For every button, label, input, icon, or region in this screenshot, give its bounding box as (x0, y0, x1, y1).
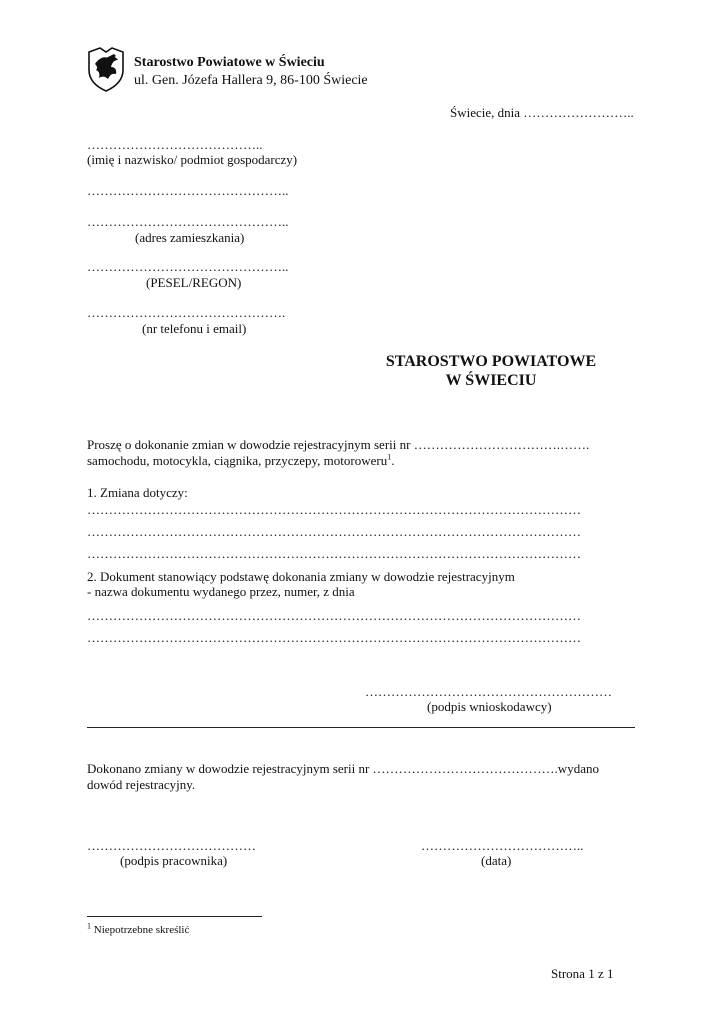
date-field[interactable]: Świecie, dnia …………………….. (450, 105, 634, 120)
recipient-line-2: W ŚWIECIU (445, 372, 537, 390)
footnote-number: 1 (87, 921, 91, 931)
pesel-field[interactable]: ……………………………………….. (87, 259, 289, 274)
office-address: ul. Gen. Józefa Hallera 9, 86-100 Świecie (134, 73, 368, 88)
office-name: Starostwo Powiatowe w Świeciu (134, 55, 325, 70)
address-field[interactable]: ……………………………………….. (87, 214, 289, 229)
footnote-text: Niepotrzebne skreślić (91, 924, 190, 936)
footnote (87, 921, 190, 938)
pesel-label: (PESEL/REGON) (146, 275, 242, 290)
applicant-signature-field[interactable]: ………………………………………………… (365, 684, 612, 699)
phone-field[interactable]: ………………………………………. (87, 305, 286, 320)
section-1-line[interactable]: …………………………………………………………………………………………………… (87, 546, 581, 561)
office-use-line-1: Dokonano zmiany w dowodzie rejestracyjnym serii nr …………………………………….wydano (87, 761, 599, 776)
section-2-line[interactable]: …………………………………………………………………………………………………… (87, 630, 581, 645)
request-line-1: Proszę o dokonanie zmian w dowodzie rejestracyjnym serii nr …………………………….……. (87, 437, 590, 452)
recipient-line-1: STAROSTWO POWIATOWE (385, 353, 597, 370)
address-label: (adres zamieszkania) (135, 230, 245, 245)
recipient-heading (360, 352, 622, 390)
office-use-line-2: dowód rejestracyjny. (87, 777, 196, 792)
name-field[interactable]: ………………………………….. (87, 137, 263, 152)
section-1-line[interactable]: …………………………………………………………………………………………………… (87, 524, 581, 539)
section-2-label: 2. Dokument stanowiący podstawę dokonania zmiany w dowodzie rejestracyjnym (87, 569, 515, 584)
date-field-bottom[interactable]: ……………………………….. (421, 838, 584, 853)
vehicle-types: samochodu, motocykla, ciągnika, przyczepy, motoroweru (87, 453, 388, 468)
footnote-rule (87, 916, 262, 917)
section-2-line[interactable]: …………………………………………………………………………………………………… (87, 608, 581, 623)
footnote-ref: 1 (387, 452, 392, 462)
applicant-signature-label: (podpis wnioskodawcy) (427, 699, 552, 714)
section-1-line[interactable]: …………………………………………………………………………………………………… (87, 502, 581, 517)
employee-signature-field[interactable]: ………………………………… (87, 838, 256, 853)
section-2-sublabel: - nazwa dokumentu wydanego przez, numer, z dnia (87, 584, 355, 599)
name-label: (imię i nazwisko/ podmiot gospodarczy) (87, 152, 298, 167)
eagle-coat-of-arms-icon (86, 46, 126, 92)
date-field-label: (data) (481, 853, 512, 868)
name-field-2[interactable]: ……………………………………….. (87, 183, 289, 198)
employee-signature-label: (podpis pracownika) (120, 853, 228, 868)
page-number: Strona 1 z 1 (551, 966, 614, 981)
request-line-2 (87, 453, 394, 469)
section-1-label: 1. Zmiana dotyczy: (87, 485, 188, 500)
section-divider (87, 727, 635, 728)
phone-label: (nr telefonu i email) (142, 321, 247, 336)
request-line-2-end: . (391, 453, 395, 468)
